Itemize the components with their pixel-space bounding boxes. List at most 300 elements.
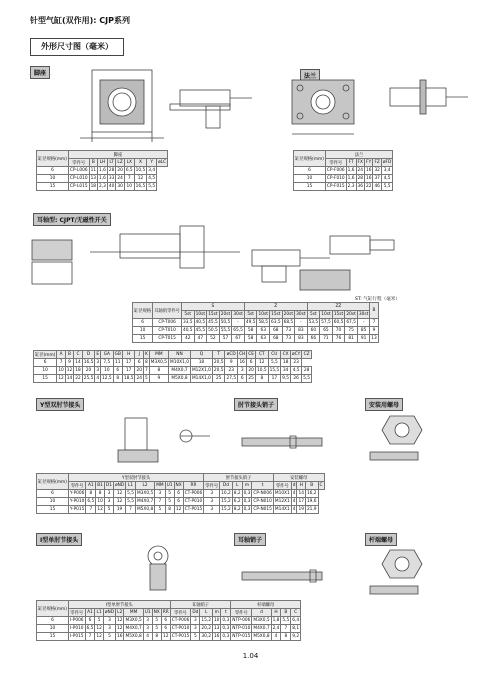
table-cell: CP-L015 bbox=[69, 184, 88, 189]
section-y-joint-label: Y型双肘节接头 bbox=[36, 398, 84, 411]
joints-subheader bbox=[37, 482, 325, 490]
table-cell: 18,5 bbox=[123, 376, 134, 381]
table-cell: 4 bbox=[292, 499, 296, 504]
table-cell: 4,5 bbox=[148, 176, 156, 181]
section-flange-label: 法兰 bbox=[300, 69, 320, 82]
table-cell: 66 bbox=[307, 335, 320, 343]
col-header: FT bbox=[346, 159, 356, 167]
table-cell: M3X0,5 bbox=[125, 618, 142, 623]
col-header: Dd bbox=[192, 610, 199, 615]
table-cell: 40,5 bbox=[182, 328, 193, 333]
table-cell: 24 bbox=[357, 168, 363, 173]
table-cell: CP-N010 bbox=[253, 499, 272, 504]
table-cell: 7 bbox=[124, 175, 134, 183]
col-header: Y bbox=[147, 159, 157, 167]
table-cell: 0,3 bbox=[243, 499, 251, 504]
col-header: GA bbox=[101, 351, 114, 359]
table-cell: 15 bbox=[37, 506, 69, 514]
page-title: 针型气缸(双作用): CJP系列 bbox=[30, 16, 131, 25]
table-cell: 10 bbox=[34, 367, 57, 375]
table-cell: 21,9 bbox=[306, 507, 317, 512]
group-header-s: S bbox=[181, 303, 244, 311]
table-cell: 0,3 bbox=[243, 507, 251, 512]
table-cell: Y-P010 bbox=[69, 499, 85, 504]
foot-mount-drawing bbox=[30, 60, 260, 155]
table-row bbox=[133, 327, 379, 335]
table-cell: M3X0,5 bbox=[136, 491, 154, 496]
table-cell: 22 bbox=[365, 184, 372, 189]
table-cell: 8 bbox=[145, 360, 148, 365]
table-cell: 9 bbox=[149, 375, 168, 383]
table-cell: 6,5 bbox=[87, 499, 95, 504]
table-row bbox=[294, 183, 393, 191]
table-cell: 10 bbox=[124, 183, 134, 191]
table-cell: 6 bbox=[34, 359, 57, 367]
table-cell: 3 bbox=[96, 368, 100, 373]
table-cell: CP-L006 bbox=[69, 168, 88, 173]
table-cell: 12 bbox=[175, 507, 182, 512]
table-cell: 6 bbox=[161, 617, 170, 625]
stroke-table bbox=[132, 302, 379, 343]
table-cell: 58 bbox=[244, 335, 257, 343]
table-cell: 60,5 bbox=[333, 320, 344, 325]
table-row bbox=[34, 367, 312, 375]
table-cell: I-P015 bbox=[69, 634, 84, 639]
col-part: 零件号 bbox=[325, 159, 346, 167]
col-header: C bbox=[319, 483, 323, 488]
table-cell: 12 bbox=[113, 490, 125, 498]
table-cell: 16 bbox=[365, 168, 372, 173]
col-header: CT bbox=[256, 351, 269, 359]
table-cell: 3 bbox=[103, 617, 115, 625]
table-cell: 6 bbox=[161, 625, 170, 633]
table-cell: 1,6 bbox=[99, 168, 106, 173]
table-row bbox=[37, 167, 168, 175]
table-row bbox=[294, 167, 393, 175]
table-cell: 14 bbox=[66, 376, 73, 381]
table-cell: 9,2 bbox=[292, 634, 300, 639]
table-cell: 5,5 bbox=[303, 376, 311, 381]
table-cell: 57 bbox=[219, 335, 232, 343]
col-header: B bbox=[281, 609, 291, 617]
table-cell: 27,5 bbox=[226, 376, 237, 381]
table-cell: 7 bbox=[57, 359, 65, 367]
table-cell: 24 bbox=[117, 176, 123, 181]
table-cell: 16,5 bbox=[83, 360, 94, 365]
table-cell: 57,5 bbox=[321, 320, 331, 325]
table-cell: 17 bbox=[122, 359, 135, 367]
col-header: MM bbox=[156, 483, 164, 488]
table-cell: 42 bbox=[181, 335, 194, 343]
table-cell: M4X0,7 bbox=[136, 499, 154, 504]
col-header: d bbox=[292, 483, 296, 488]
trunnion-drawing bbox=[30, 222, 470, 297]
table-cell: 4 bbox=[292, 507, 296, 512]
table-cell: 20 bbox=[136, 368, 142, 373]
table-cell: M10X1 bbox=[274, 491, 290, 496]
table-cell: 5 bbox=[191, 633, 200, 641]
table-cell: 15,2 bbox=[201, 618, 211, 623]
col-header: L2 bbox=[135, 482, 154, 490]
col-part: 零件号 bbox=[68, 482, 85, 490]
col-header: X bbox=[134, 159, 147, 167]
table-cell: - bbox=[357, 319, 369, 327]
table-cell: 20,5 bbox=[213, 360, 224, 365]
table-cell: 20 bbox=[248, 368, 254, 373]
table-cell: 20,2 bbox=[201, 626, 211, 631]
col-header: Q bbox=[190, 351, 212, 359]
table-cell: 3 bbox=[204, 498, 220, 506]
table-cell: NTP-006 bbox=[232, 618, 251, 623]
table-cell: 11 bbox=[115, 360, 121, 365]
table-cell: 18 bbox=[190, 359, 212, 367]
table-cell: 50,5 bbox=[208, 328, 218, 333]
table-cell: 10 bbox=[294, 175, 326, 183]
col-header: H bbox=[271, 609, 281, 617]
table-cell: 19,6 bbox=[306, 499, 317, 504]
group-i: I型单肘节接头 bbox=[68, 601, 170, 609]
col-header: CZ bbox=[303, 352, 310, 357]
table-cell: 23 bbox=[225, 367, 238, 375]
table-cell: 20,5 bbox=[213, 368, 224, 373]
col-header: J bbox=[135, 351, 143, 359]
table-cell: 10,5 bbox=[135, 168, 146, 173]
table-cell: 6,5 bbox=[86, 626, 94, 631]
group-header: 脚座 bbox=[68, 151, 167, 159]
table-cell: 12 bbox=[58, 376, 64, 381]
col-bore: 缸径规格(mm) bbox=[294, 151, 326, 167]
table-cell: 6 bbox=[174, 498, 183, 506]
table-cell: 68 bbox=[270, 335, 283, 343]
col-header: MM bbox=[149, 351, 168, 359]
table-cell: 8,1 bbox=[292, 626, 300, 631]
table-cell: 25,5 bbox=[83, 376, 94, 381]
table-cell: M14X1,0 bbox=[191, 376, 211, 381]
table-cell: I-P006 bbox=[69, 618, 84, 623]
table-cell: 6,5 bbox=[125, 168, 133, 173]
table-cell: 7,5 bbox=[101, 359, 114, 367]
col-header: L2 bbox=[117, 610, 123, 615]
table-cell: 25 bbox=[212, 375, 225, 383]
table-cell: 4 bbox=[271, 633, 281, 641]
table-row bbox=[37, 490, 325, 498]
col-header: L1 bbox=[96, 610, 102, 615]
table-cell: 6 bbox=[113, 367, 122, 375]
table-cell: CP-F006 bbox=[326, 168, 345, 173]
table-cell: 6 bbox=[37, 617, 69, 625]
table-cell: 6 bbox=[238, 375, 247, 383]
table-cell: 5 bbox=[152, 617, 161, 625]
table-cell: 4,5 bbox=[381, 175, 392, 183]
col-header: C bbox=[291, 609, 301, 617]
col-header: RR bbox=[162, 610, 169, 615]
col-header: A1 bbox=[86, 482, 96, 490]
table-cell: CP-F015 bbox=[326, 184, 345, 189]
table-cell: 18 bbox=[75, 368, 81, 373]
table-cell: M5X0,8 bbox=[125, 634, 142, 639]
table-cell: 10 bbox=[213, 618, 220, 623]
col-header: øND bbox=[104, 610, 115, 615]
col-header: MM bbox=[124, 609, 143, 617]
table-cell: 50,5 bbox=[220, 320, 231, 325]
table-cell: M12X1,0 bbox=[191, 368, 211, 373]
table-cell: 3 bbox=[204, 490, 220, 498]
table-cell: 40 bbox=[108, 184, 115, 189]
table-cell: 30,2 bbox=[201, 634, 211, 639]
table-cell: 8 bbox=[149, 367, 168, 375]
table-cell: M5X0,8 bbox=[253, 634, 270, 639]
col-header: øND bbox=[114, 483, 125, 488]
table-cell: 65 bbox=[320, 327, 333, 335]
table-cell: 7 bbox=[281, 625, 291, 633]
table-cell: 0,3 bbox=[222, 634, 230, 639]
col-header: A bbox=[57, 351, 65, 359]
table-cell: 5 bbox=[95, 617, 103, 625]
table-cell: 47 bbox=[194, 335, 207, 343]
table-cell: 81 bbox=[345, 335, 358, 343]
table-cell: 5,5 bbox=[282, 618, 290, 623]
flange-table-body bbox=[294, 167, 393, 191]
col-header: B1 bbox=[97, 483, 103, 488]
table-cell: M4X0,7 bbox=[125, 626, 142, 631]
table-cell: CT-P015 bbox=[184, 507, 203, 512]
table-cell: 8 bbox=[96, 490, 105, 498]
table-cell: 16,2 bbox=[306, 491, 317, 496]
table-cell: 73 bbox=[282, 327, 295, 335]
col-part: 耳轴销零件号 bbox=[153, 303, 182, 319]
table-cell: 15 bbox=[37, 183, 69, 191]
table-cell: 6 bbox=[37, 167, 69, 175]
table-cell: M12X1 bbox=[274, 499, 290, 504]
table-cell: 53,5 bbox=[308, 320, 319, 325]
table-cell: 45,5 bbox=[208, 320, 218, 325]
joint-drawings bbox=[30, 408, 475, 473]
table-cell: 3 bbox=[191, 617, 200, 625]
col-header: t bbox=[252, 482, 273, 490]
table-cell: 3 bbox=[103, 625, 115, 633]
table-cell: 63,5 bbox=[271, 320, 281, 325]
col-header: T bbox=[212, 351, 225, 359]
table-cell: 3,4 bbox=[381, 167, 392, 175]
col-part: 零件号 bbox=[68, 159, 89, 167]
col-header: U1 bbox=[144, 610, 151, 615]
col-header: Dd bbox=[220, 482, 233, 490]
table-cell: CT-P006 bbox=[184, 491, 203, 496]
table-cell: 8 bbox=[281, 633, 291, 641]
table-row bbox=[37, 617, 301, 625]
table-cell: 3 bbox=[104, 490, 113, 498]
table-row bbox=[133, 335, 379, 343]
table-cell: 7 bbox=[145, 368, 148, 373]
table-cell: 5 bbox=[103, 633, 115, 641]
table-cell: 15,2 bbox=[221, 499, 231, 504]
table-cell: 68 bbox=[270, 327, 283, 335]
table-cell: 45,5 bbox=[195, 328, 206, 333]
group-header-zz: ZZ bbox=[307, 303, 370, 311]
table-cell: M5X0,8 bbox=[136, 507, 154, 512]
table-cell: CT-P006 bbox=[171, 618, 190, 623]
foot-table-body bbox=[37, 167, 168, 191]
table-cell: 91 bbox=[357, 335, 369, 343]
table-cell: 14 bbox=[298, 491, 304, 496]
ijoint-table-body bbox=[37, 617, 301, 641]
table-cell: 36 bbox=[357, 184, 363, 189]
col-header: d bbox=[252, 609, 271, 617]
table-cell: 32 bbox=[374, 168, 380, 173]
joints-table bbox=[36, 473, 325, 514]
table-cell: 16 bbox=[117, 634, 123, 639]
table-cell: 6 bbox=[37, 490, 69, 498]
table-cell: 40,5 bbox=[195, 320, 206, 325]
table-cell: 6,4 bbox=[292, 618, 300, 623]
col-header: L bbox=[200, 609, 213, 617]
table-cell: M14X1 bbox=[274, 507, 290, 512]
table-cell: M5X0,8 bbox=[169, 375, 191, 383]
table-cell: CP-T015 bbox=[153, 335, 182, 343]
joints-table-body bbox=[37, 490, 325, 514]
col-header: øCY bbox=[292, 352, 301, 357]
table-cell: 4,5 bbox=[291, 367, 302, 375]
col-header: FY bbox=[366, 160, 372, 165]
table-cell: 5 bbox=[165, 490, 174, 498]
table-cell: - bbox=[232, 319, 245, 327]
group-nut: 安装螺母 bbox=[273, 474, 324, 482]
col-header: NX bbox=[153, 610, 160, 615]
col-header: K bbox=[144, 352, 148, 357]
table-cell: 4 bbox=[292, 491, 296, 496]
col-header: 30st bbox=[233, 312, 243, 317]
table-cell: 33 bbox=[108, 176, 115, 181]
col-bore: 缸径规格 bbox=[133, 303, 153, 319]
table-cell: 10 bbox=[97, 499, 103, 504]
note-stroke: ST: 气缸行程（毫米） bbox=[355, 297, 400, 302]
table-cell: 6,2 bbox=[233, 499, 241, 504]
section-rod-end-label: 肘节接头销子 bbox=[234, 398, 278, 411]
table-cell: 9 bbox=[370, 327, 378, 335]
table-cell: 5 bbox=[145, 376, 148, 381]
table-cell: 12 bbox=[163, 634, 169, 639]
table-cell: 19 bbox=[113, 506, 125, 514]
table-cell: 71 bbox=[320, 335, 333, 343]
col-header: FX bbox=[357, 160, 363, 165]
table-cell: 28 bbox=[357, 176, 363, 181]
section-lock-nut-label: 杆端螺母 bbox=[365, 533, 397, 546]
section-foot-label: 脚座 bbox=[30, 66, 50, 79]
table-cell: 16 bbox=[213, 634, 220, 639]
table-cell: 10 bbox=[101, 367, 114, 375]
group-y: Y型双肘节接头 bbox=[68, 474, 203, 482]
table-cell: 70 bbox=[332, 327, 345, 335]
col-header: 20st bbox=[220, 312, 231, 317]
table-cell: 3,4 bbox=[148, 168, 156, 173]
section-i-joint-label: I型单肘节接头 bbox=[36, 533, 82, 546]
table-cell: 17 bbox=[298, 499, 304, 504]
table-cell: 5,5 bbox=[381, 183, 392, 191]
col-header: 10st bbox=[195, 312, 206, 317]
col-header: D1 bbox=[105, 483, 112, 488]
table-cell: 10,2 bbox=[221, 491, 231, 496]
table-cell: 9 bbox=[225, 359, 238, 367]
group-pin: 肘节接头销子 bbox=[204, 474, 274, 482]
table-cell: 8 bbox=[165, 506, 174, 514]
table-cell: 12 bbox=[117, 618, 123, 623]
table-cell: 8 bbox=[256, 375, 269, 383]
col-header: D bbox=[82, 351, 95, 359]
table-row bbox=[294, 175, 393, 183]
table-cell: 65,5 bbox=[233, 328, 243, 333]
table-cell: 6 bbox=[135, 359, 143, 367]
table-cell: 12 bbox=[97, 507, 103, 512]
section-nut-label: 安装用螺母 bbox=[365, 398, 403, 411]
col-bore: 缸径规格(mm) bbox=[37, 601, 69, 617]
table-cell: 0,3 bbox=[222, 618, 230, 623]
table-cell: 67 bbox=[232, 335, 245, 343]
table-cell: 1,6 bbox=[347, 168, 355, 173]
table-cell: 10 bbox=[133, 327, 153, 335]
table-cell: 10 bbox=[37, 498, 69, 506]
col-header: 10st bbox=[321, 312, 331, 317]
table-cell: 12 bbox=[256, 359, 269, 367]
col-header: C bbox=[74, 351, 82, 359]
table-cell: 2,4 bbox=[272, 626, 280, 631]
table-cell: 5 bbox=[165, 498, 174, 506]
col-header: RR bbox=[183, 482, 204, 490]
dims-header bbox=[34, 351, 312, 359]
dims-table-body bbox=[34, 359, 312, 383]
table-cell: 28 bbox=[108, 168, 115, 173]
table-cell: 49,5 bbox=[245, 320, 256, 325]
col-header: 15st bbox=[271, 312, 281, 317]
table-cell: 37 bbox=[374, 176, 380, 181]
table-cell: 2,3 bbox=[347, 184, 355, 189]
col-header: E bbox=[96, 352, 100, 357]
table-cell: 4 bbox=[143, 633, 152, 641]
col-header: 10st bbox=[258, 312, 268, 317]
col-header: FZ bbox=[374, 160, 380, 165]
stroke-table-body bbox=[133, 319, 379, 343]
group-header: 法兰 bbox=[325, 151, 392, 159]
col-header: t bbox=[221, 609, 231, 617]
group-header-b: B bbox=[370, 303, 378, 319]
col-header: B bbox=[305, 482, 318, 490]
table-cell: 75 bbox=[345, 327, 358, 335]
col-bore: 缸径规格(mm) bbox=[37, 474, 69, 490]
group-pin: 耳轴销子 bbox=[170, 601, 231, 609]
col-header: 5st bbox=[244, 311, 257, 319]
table-cell: 5,5 bbox=[268, 359, 281, 367]
col-header: øCD bbox=[226, 352, 236, 357]
table-cell: 15 bbox=[37, 633, 69, 641]
table-cell: 6 bbox=[174, 490, 183, 498]
table-cell: 5 bbox=[104, 506, 113, 514]
table-cell: 20 bbox=[82, 367, 95, 375]
col-header: H bbox=[122, 351, 135, 359]
flange-mount-drawing bbox=[270, 68, 480, 148]
col-header: øFD bbox=[382, 160, 392, 165]
table-cell: 52 bbox=[207, 335, 220, 343]
dims-table bbox=[33, 350, 312, 383]
col-header: H bbox=[297, 482, 305, 490]
table-cell: 8 bbox=[86, 490, 96, 498]
ijoint-subheader bbox=[37, 609, 301, 617]
table-cell: NTP-015 bbox=[232, 634, 251, 639]
table-cell: 8,2 bbox=[233, 491, 241, 496]
table-cell: 5,5 bbox=[127, 491, 134, 496]
table-cell: 12 bbox=[134, 175, 147, 183]
col-header: 30st bbox=[358, 312, 369, 317]
table-cell: 6 bbox=[247, 359, 256, 367]
table-cell: 3 bbox=[238, 367, 247, 375]
